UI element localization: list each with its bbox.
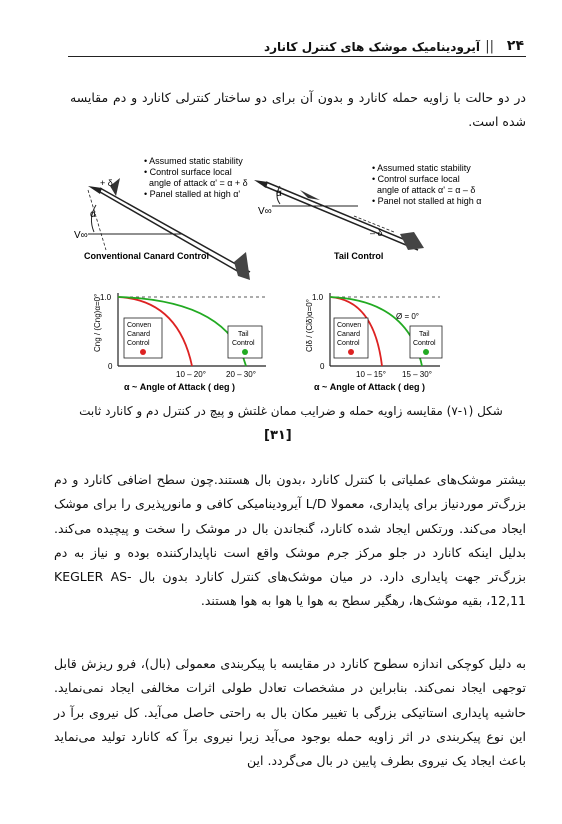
right-ytick-zero: 0 [320, 362, 325, 371]
left-xlabel: α ~ Angle of Attack ( deg ) [124, 382, 235, 392]
header-separator: || [485, 39, 494, 54]
left-delta-symbol: + δ [100, 178, 113, 188]
left-box2-line2: Control [232, 340, 255, 347]
paragraph-intro: در دو حالت با زاویه حمله کانارد و بدون آن برای دو ساختار کنترلی کانارد و دم مقایسه شده است. [70, 90, 526, 130]
left-alpha-symbol: α [90, 209, 96, 220]
left-bullet-1: • Assumed static stability [144, 156, 243, 166]
left-graph [118, 293, 266, 366]
left-xtick-2: 20 – 30° [226, 370, 256, 379]
page-number: ۲۴ [506, 38, 524, 54]
right-ytick-top: 1.0 [312, 293, 324, 302]
left-box1-line2: Canard [127, 331, 150, 338]
left-ylabel: Cng / (Cng)α=0° [93, 293, 102, 352]
paragraph-body-1: بیشتر موشک‌های عملیاتی با کنترل کانارد ،بدون بال هستند.چون سطح اضافی کانارد و دم بزرگ‌تر موردنیاز برای پایداری، معمولا L/D آیرودینامیکی کافی و مانورپذیری را برای موشک ایجاد می‌کند. ورتکس ایجاد شده کانارد، گنجاندن بال در موشک را سخت و پیچیده می‌کند. بدلیل اینکه کانارد در جلو مرکز جرم موشک واقع است ناپایدارکننده بوده و نیاز به دم بزرگ‌تر جهت پایداری دارد. در میان موشک‌های کنترل کانارد بدون بال KEGLER AS-12,11، بقیه موشک‌ها، رهگیر سطح به هوا یا هوا به هوا هستند. [54, 472, 526, 609]
right-box1-line2: Canard [337, 331, 360, 338]
left-ytick-zero: 0 [108, 362, 113, 371]
left-xtick-1: 10 – 20° [176, 370, 206, 379]
left-diagram-title: Conventional Canard Control [84, 251, 210, 261]
left-box1-line3: Control [127, 340, 150, 347]
right-bullet-2: • Control surface local [372, 174, 460, 184]
left-bullet-2: • Control surface local [144, 167, 232, 177]
right-vinf-symbol: V∞ [258, 206, 272, 217]
right-diagram-title: Tail Control [334, 251, 384, 261]
right-xlabel: α ~ Angle of Attack ( deg ) [314, 382, 425, 392]
running-title: آیرودینامیک موشک های کنترل کانارد [263, 40, 480, 54]
figure-caption: شکل (۱-۷) مقایسه زاویه حمله و ضرایب ممان غلتش و پیچ در کنترل دم و کانارد ثابت [79, 404, 503, 418]
right-delta-symbol: – δ [370, 228, 383, 238]
right-box2-line1: Tail [419, 331, 430, 338]
left-vinf-symbol: V∞ [74, 230, 88, 241]
right-bullet-3: angle of attack α' = α – δ [377, 185, 476, 195]
left-ytick-top: 1.0 [100, 293, 112, 302]
right-box1-line3: Control [337, 340, 360, 347]
left-bullet-3: angle of attack α' = α + δ [149, 178, 248, 188]
right-xtick-1: 10 – 15° [356, 370, 386, 379]
right-bullet-4: • Panel not stalled at high α [372, 196, 482, 206]
right-delta-zero-label: Ø = 0° [396, 312, 419, 321]
right-graph [330, 293, 442, 366]
left-box2-line1: Tail [238, 331, 249, 338]
right-ylabel: Clδ / (Clδ)α=0° [305, 299, 314, 352]
left-box1-line1: Conven [127, 322, 152, 329]
right-box2-line2: Control [413, 340, 436, 347]
left-bullet-4: • Panel stalled at high α' [144, 189, 241, 199]
right-alpha-symbol: α [276, 188, 282, 199]
figure-canard-vs-tail [0, 0, 562, 400]
right-xtick-2: 15 – 30° [402, 370, 432, 379]
right-bullet-1: • Assumed static stability [372, 163, 471, 173]
right-box1-line1: Conven [337, 322, 362, 329]
paragraph-body-2: به دلیل کوچکی اندازه سطوح کانارد در مقایسه با پیکربندی معمولی (بال)، فرو ریزش قابل توجهی ایجاد نمی‌کند. بنابراین در مشخصات تعادل طولی اثرات مخالفی ایجاد نمی‌نماید. حاشیه پایداری استاتیکی بزرگی با تغییر مکان بال به راحتی حاصل می‌آید. کل نیروی برآ در این نوع پیکربندی در اثر زاویه حمله بوجود می‌آید زیرا نیروی برآ که کانارد تولید می‌نماید باعث ایجاد یک نیروی بطرف پایین در بال می‌گردد. این [54, 656, 526, 769]
figure-reference: [۳۱] [264, 428, 292, 443]
